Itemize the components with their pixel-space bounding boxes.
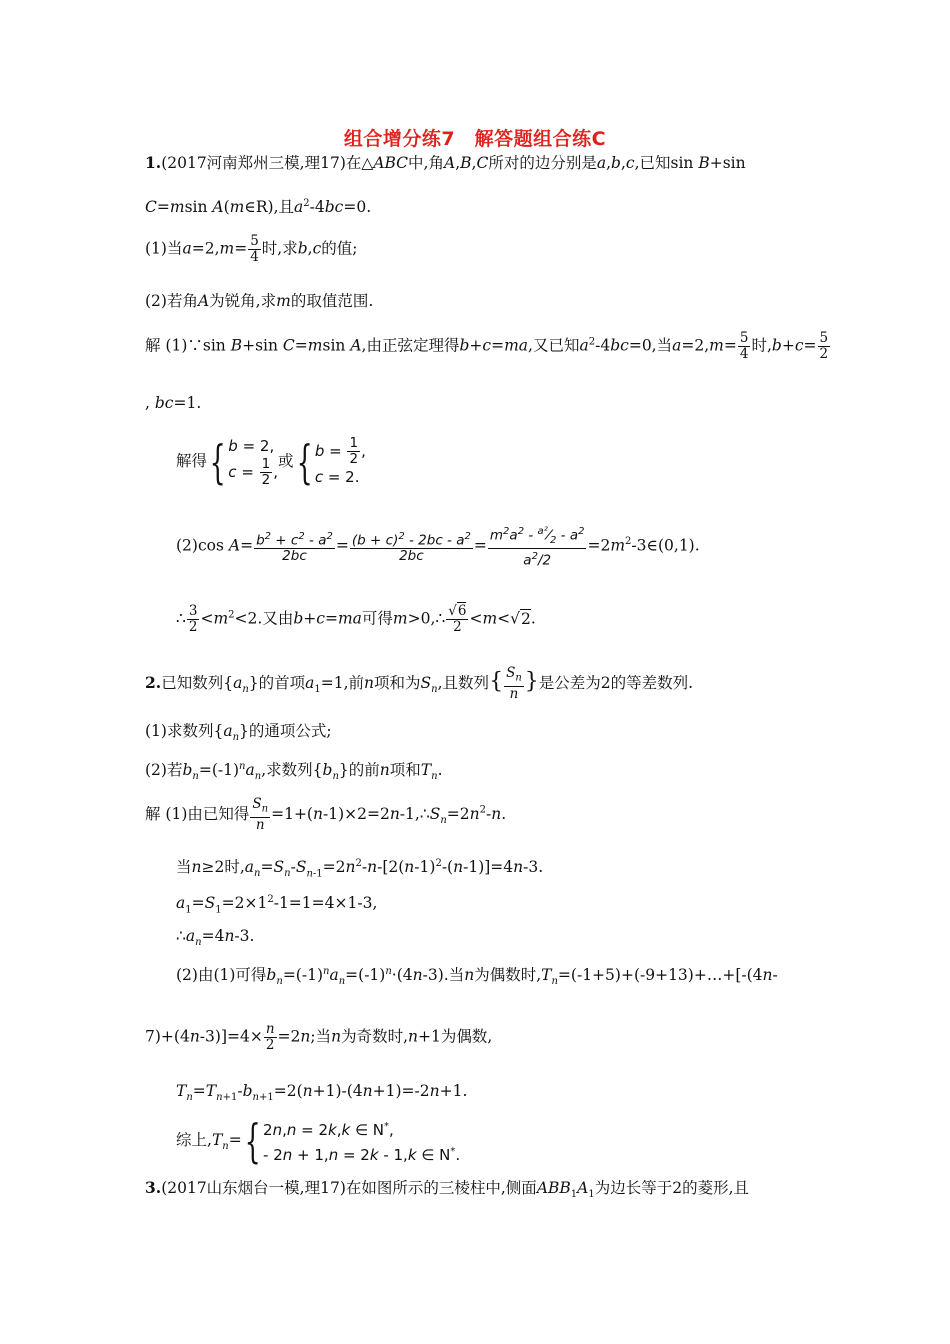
problem-1-solution-line-5: ∴ $\frac{3}{2}$ $<m^2<2$.又由b+c=ma可得m>0,∴ $\frac{√6}{2}$ <m<√2. xyxy=(176,603,536,635)
problem-1-solution-line-1: 解 (1)∵sin B+sin C=msin A,由正弦定理得b+c=ma,又已知$a^2-4bc=0$,当a=2,m= $\frac{5}{4}$ 时,b+c= $\frac{5}{2}$ xyxy=(145,330,829,362)
problem-2-solution-line-8: 综上$,T_n=$ { 2n,n = 2k,k ∈ N*, - 2n + 1,n = 2k - 1,k ∈ N*. xyxy=(176,1114,461,1168)
problem-2-solution-line-2: 当n≥2时$,a_n=S_n-S_{n-1}=2n^2-n-[2(n-1)^2-(n-1)]=4n-3$. xyxy=(176,858,544,880)
problem-2-solution-line-4: $\therefore a_n=4n-3$. xyxy=(176,927,255,949)
problem-1-question-1: (1)当a=2,m= $\frac{5}{4}$ 时,求b,c的值; xyxy=(145,233,358,265)
problem-1-question-2: (2)若角A为锐角,求m的取值范围. xyxy=(145,292,374,310)
problem-1-line-2: C=msin A(m∈R),且$a^2-4bc=0$. xyxy=(145,198,372,217)
problem-2-solution-line-5: (2)由(1)可得$b_n=(-1)^na_n=(-1)^n\cdot(4n-3)$.当n为偶数时$,T_n=(-1+5)+(-9+13)+\dots+[-(4n-$ xyxy=(176,966,778,988)
problem-2-question-1: (1)求数列$\{a_n\}$的通项公式; xyxy=(145,722,332,744)
problem-2-line-1: 2.已知数列$\{a_n\}$的首项$a_1=1$,前n项和为$S_n$,且数列{ $\frac{S_n}{n}$ }是公差为2的等差数列. xyxy=(145,665,694,702)
problem-2-solution-line-3: $a_1=S_1=2\times 1^2-1=1=4\times 1-3$, xyxy=(176,894,378,916)
problem-2-solution-line-6: 7)+(4n-3)]=4× $\frac{n}{2}$ =2n;当n为奇数时,n+1为偶数, xyxy=(145,1021,493,1053)
problem-1-solution-line-2: , bc=1. xyxy=(145,394,202,412)
problem-3-line-1: 3.(2017山东烟台一模,理17)在如图所示的三棱柱中,侧面$ABB_1A_1$为边长等于2的菱形,且 xyxy=(145,1178,750,1201)
problem-1-solution-line-4: (2)cos A= $\frac{b^2 + c^2 - a^2}{2bc}$ = $\frac{(b + c)^2 - 2bc - a^2}{2bc}$ = $\frac{m^2a^2 - ^{a^2}⁄_2 - a^2}{a^2/2}$ $=2m^2-3\in(0,1)$. xyxy=(176,526,700,569)
problem-2-solution-line-1: 解 (1)由已知得 $\frac{S_n}{n}$ $=1+(n-1)\times 2=2n-1,\therefore S_n=2n^2-n$. xyxy=(145,796,507,833)
problem-1-line-1: 1.(2017河南郑州三模,理17)在△ABC中,角A,B,C所对的边分别是a,b,c,已知sin B+sin xyxy=(145,153,746,172)
problem-2-question-2: (2)若$b_n=(-1)^na_n$,求数列$\{b_n\}$的前n项和$T_n$. xyxy=(145,761,443,783)
problem-2-solution-line-7: $T_n=T_{n+1}-b_{n+1}=2(n+1)-(4n+1)=-2n+1$. xyxy=(176,1082,468,1104)
page-title: 组合增分练7 解答题组合练C xyxy=(343,128,607,150)
problem-1-solution-line-3: 解得 { b = 2, c = $\frac{1}{2}$ , 或 { b = $\frac{1}{2}$ , c = 2. xyxy=(176,435,366,489)
